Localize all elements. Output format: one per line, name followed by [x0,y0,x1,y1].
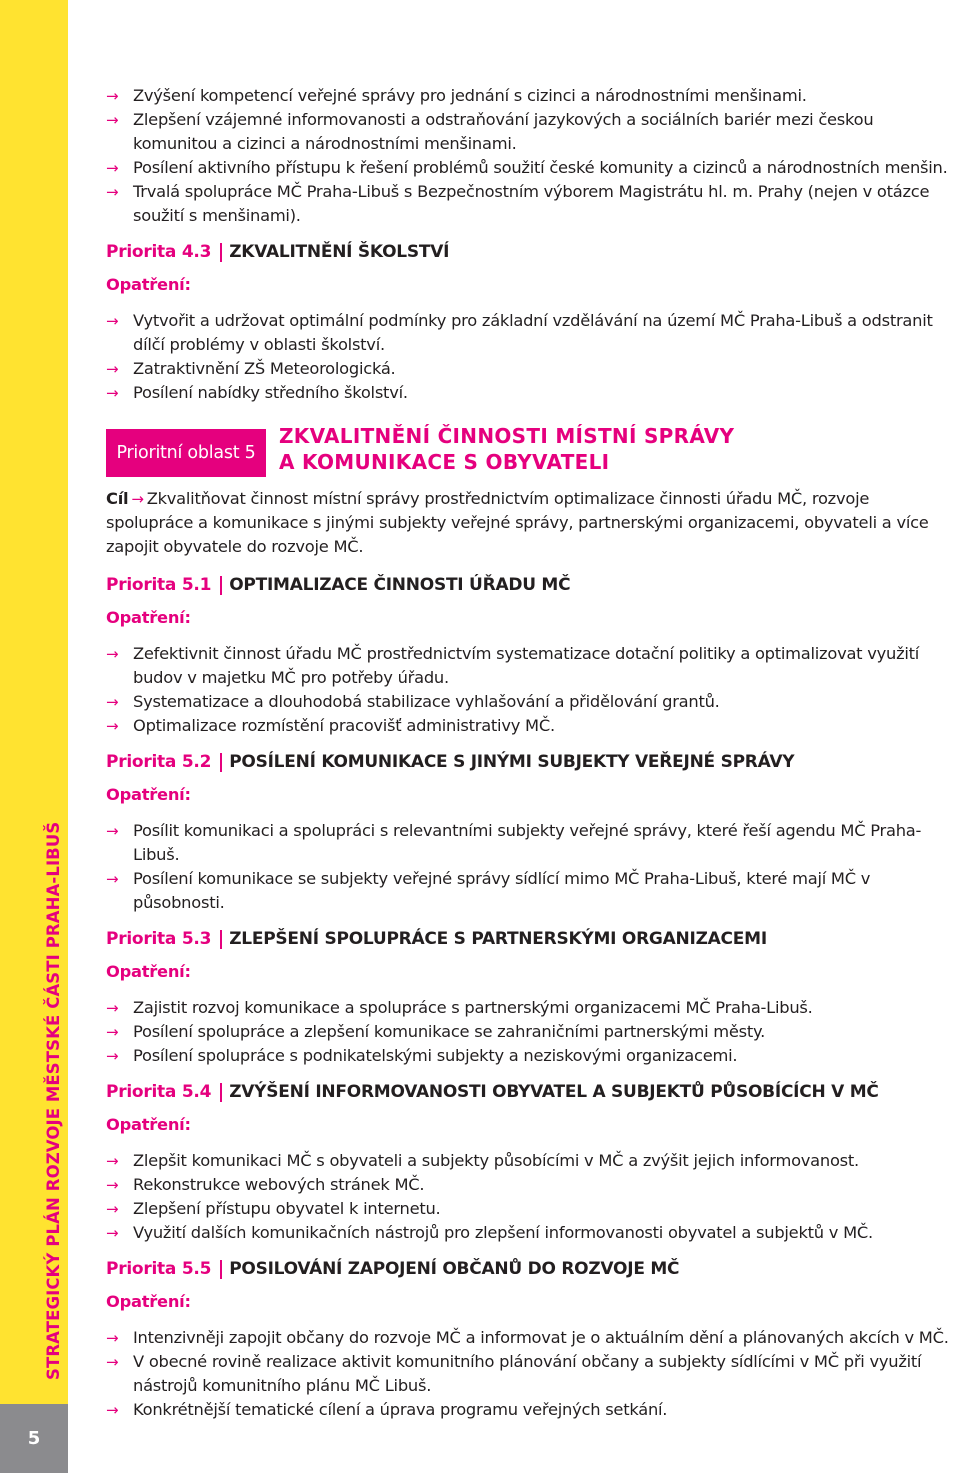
priority-heading [106,927,960,951]
priority-list [106,642,960,738]
measures-label: Opatření: [106,1115,191,1134]
priority-heading [106,1080,960,1104]
list-item [106,642,960,690]
arrow-icon: → [106,717,119,735]
list-item-text: Využití dalších komunikačních nástrojů pro zlepšení informovanosti obyvatel a subjektů v MČ. [133,1223,873,1242]
priority-number: Priorita 5.1 [106,575,212,595]
arrow-icon: → [106,1176,119,1194]
priority-separator [220,1260,222,1279]
priority-title: ZVÝŠENÍ INFORMOVANOSTI OBYVATEL A SUBJEKTŮ PŮSOBÍCÍCH V MČ [229,1082,879,1102]
list-item [106,867,960,915]
priority-number: Priorita 5.3 [106,929,212,949]
list-item [106,1197,960,1221]
arrow-icon: → [106,1023,119,1041]
arrow-icon: → [106,87,119,105]
page-number: 5 [0,1404,68,1473]
goal-text: Zkvalitňovat činnost místní správy prostřednictvím optimalizace činnosti úřadu MČ, rozvoje spolupráce a komunikace s jinými subjekty veřejné správy, partnerskými organizacemi, obyvateli a více zapojit obyvatele do rozvoje MČ. [106,489,929,556]
list-item-text: Zlepšení vzájemné informovanosti a odstraňování jazykových a sociálních bariér mezi českou komunitou a cizinci a národnostními menšinami. [133,110,874,153]
list-item-text: Posílit komunikaci a spolupráci s relevantními subjekty veřejné správy, které řeší agendu MČ Praha-Libuš. [133,821,922,864]
arrow-icon: → [106,1224,119,1242]
list-item [106,996,960,1020]
list-item-text: Systematizace a dlouhodobá stabilizace vyhlašování a přidělování grantů. [133,692,720,711]
list-item [106,1350,960,1398]
priority-separator [220,1083,222,1102]
arrow-icon: → [106,1329,119,1347]
priority-separator [220,243,222,262]
arrow-icon: → [106,360,119,378]
sidebar [0,0,68,1404]
list-item [106,1326,960,1350]
priority-list [106,1326,960,1422]
list-item [106,84,960,108]
priority-number: Priorita 4.3 [106,242,212,262]
arrow-icon: → [106,183,119,201]
priority-heading [106,1257,960,1281]
list-item [106,108,960,156]
list-item [106,1398,960,1422]
area-heading [106,424,960,477]
priority-heading [106,750,960,774]
list-item [106,156,960,180]
priority-number: Priorita 5.2 [106,752,212,772]
priority-number: Priorita 5.4 [106,1082,212,1102]
priority-heading [106,240,960,264]
arrow-icon: → [106,1200,119,1218]
area-title [279,423,734,475]
list-item [106,1149,960,1173]
list-item-text: Posílení spolupráce a zlepšení komunikace se zahraničními partnerskými městy. [133,1022,766,1041]
list-item [106,309,960,357]
priority-list [106,309,960,405]
arrow-icon: → [106,999,119,1017]
priority-separator [220,753,222,772]
arrow-icon: → [131,490,144,508]
area-goal [106,487,960,559]
arrow-icon: → [106,159,119,177]
arrow-icon: → [106,870,119,888]
list-item-text: Posílení spolupráce s podnikatelskými subjekty a neziskovými organizacemi. [133,1046,738,1065]
list-item-text: V obecné rovině realizace aktivit komunitního plánování občany a subjekty sídlícími v MČ při využití nástrojů komunitního plánu MČ Libuš. [133,1352,922,1395]
priority-title: POSÍLENÍ KOMUNIKACE S JINÝMI SUBJEKTY VEŘEJNÉ SPRÁVY [229,752,795,772]
priority-heading [106,573,960,597]
priority-title: OPTIMALIZACE ČINNOSTI ÚŘADU MČ [229,575,571,595]
priority-title: ZLEPŠENÍ SPOLUPRÁCE S PARTNERSKÝMI ORGANIZACEMI [229,929,767,949]
list-item-text: Zefektivnit činnost úřadu MČ prostřednictvím systematizace dotační politiky a optimalizovat využití budov v majetku MČ pro potřeby úřadu. [133,644,920,687]
list-item [106,714,960,738]
list-item [106,1221,960,1245]
measures-label: Opatření: [106,1292,191,1311]
list-item-text: Zajistit rozvoj komunikace a spolupráce s partnerskými organizacemi MČ Praha-Libuš. [133,998,813,1017]
goal-label: Cíl [106,489,129,508]
list-item-text: Intenzivněji zapojit občany do rozvoje MČ a informovat je o aktuálním dění a plánovaných akcích v MČ. [133,1328,949,1347]
priorities [106,573,960,1422]
priority-separator [220,930,222,949]
area-badge: Prioritní oblast 5 [106,429,266,477]
list-item [106,1173,960,1197]
list-item [106,690,960,714]
list-item [106,180,960,228]
priority-separator [220,576,222,595]
list-item-text: Zlepšit komunikaci MČ s obyvateli a subjekty působícími v MČ a zvýšit jejich informovanost. [133,1151,859,1170]
priority-number: Priorita 5.5 [106,1259,212,1279]
arrow-icon: → [106,1152,119,1170]
arrow-icon: → [106,111,119,129]
priority-title: ZKVALITNĚNÍ ŠKOLSTVÍ [229,242,450,262]
priority-list [106,996,960,1068]
area-title-line2: A KOMUNIKACE S OBYVATELI [279,450,610,474]
content [106,84,960,1422]
intro-list [106,84,960,228]
measures-label: Opatření: [106,785,191,804]
list-item [106,819,960,867]
list-item [106,357,960,381]
list-item-text: Optimalizace rozmístění pracovišť administrativy MČ. [133,716,555,735]
measures-label: Opatření: [106,962,191,981]
list-item-text: Zvýšení kompetencí veřejné správy pro jednání s cizinci a národnostními menšinami. [133,86,807,105]
priority-list [106,819,960,915]
list-item [106,1020,960,1044]
measures-label: Opatření: [106,275,191,294]
list-item-text: Posílení nabídky středního školství. [133,383,408,402]
list-item-text: Konkrétnější tematické cílení a úprava programu veřejných setkání. [133,1400,668,1419]
priority-list [106,1149,960,1245]
arrow-icon: → [106,312,119,330]
arrow-icon: → [106,384,119,402]
arrow-icon: → [106,1401,119,1419]
arrow-icon: → [106,645,119,663]
area-title-line1: ZKVALITNĚNÍ ČINNOSTI MÍSTNÍ SPRÁVY [279,424,735,448]
sidebar-title: STRATEGICKÝ PLÁN ROZVOJE MĚSTSKÉ ČÁSTI PRAHA-LIBUŠ [44,821,63,1380]
list-item-text: Trvalá spolupráce MČ Praha-Libuš s Bezpečnostním výborem Magistrátu hl. m. Prahy (nejen v otázce soužití s menšinami). [133,182,930,225]
list-item-text: Posílení komunikace se subjekty veřejné správy sídlící mimo MČ Praha-Libuš, které mají MČ v působnosti. [133,869,871,912]
list-item-text: Vytvořit a udržovat optimální podmínky pro základní vzdělávání na území MČ Praha-Libuš a odstranit dílčí problémy v oblasti školství. [133,311,933,354]
arrow-icon: → [106,1353,119,1371]
list-item-text: Zlepšení přístupu obyvatel k internetu. [133,1199,441,1218]
measures-label: Opatření: [106,608,191,627]
priority-title: POSILOVÁNÍ ZAPOJENÍ OBČANŮ DO ROZVOJE MČ [229,1259,680,1279]
list-item-text: Zatraktivnění ZŠ Meteorologická. [133,359,396,378]
list-item [106,381,960,405]
list-item [106,1044,960,1068]
list-item-text: Rekonstrukce webových stránek MČ. [133,1175,425,1194]
arrow-icon: → [106,693,119,711]
list-item-text: Posílení aktivního přístupu k řešení problémů soužití české komunity a cizinců a národnostních menšin. [133,158,948,177]
arrow-icon: → [106,822,119,840]
arrow-icon: → [106,1047,119,1065]
